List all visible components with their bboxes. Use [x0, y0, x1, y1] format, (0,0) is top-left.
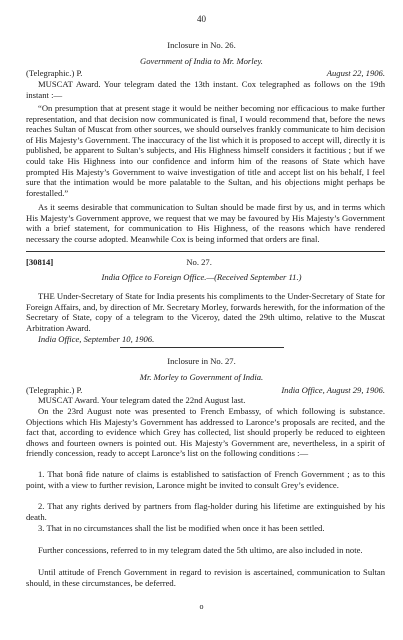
paragraph-under-secretary: THE Under-Secretary of State for India presents his compliments to the Under-Secretary of State for Foreign Affairs, and, by direction of Mr. Secretary Morley, forwards herewith, for the information of the Secretary of State, copy of a telegram to the Viceroy, dated the 29th ultimo, relative to the Muscat Arbitration Award. — [26, 291, 385, 333]
telegram-type-1: (Telegraphic.) P. — [26, 68, 83, 78]
telegram-type-2: (Telegraphic.) P. — [26, 385, 83, 395]
telegram-line-1 — [26, 68, 385, 79]
section-divider-2 — [120, 347, 284, 348]
paragraph-until-attitude: Until attitude of French Government in regard to revision is ascertained, communication to Sultan should, in these circumstances, be deferred. — [26, 567, 385, 588]
reference-number: [30814] — [26, 257, 54, 267]
quoted-telegram: “On presumption that at present stage it would be neither becoming nor efficacious to make further representation, and that decision now communicated is final, I would recommend that, before the news reaches Sultan of Muscat from other sources, we should ourselves frankly communicate to him decision of His Majesty’s Government. The inaccuracy of the list which it is proposed to accept will, directly it is published, be apparent to Sultan’s subjects, and His Highness himself considers it factitious ; but if we could take His Highness into our confidence and inform him of the reasons of State which have prompted His Majesty’s Government to waive investigation of title and accept list on his behalf, I feel sure that the intimation would be more palatable to the Sultan, and his objections might perhaps be forestalled.” — [26, 103, 385, 198]
inclosure-heading-26: Inclosure in No. 26. — [167, 40, 236, 50]
inclosure-heading-27: Inclosure in No. 27. — [167, 356, 236, 366]
paragraph-muscat-award-2: MUSCAT Award. Your telegram dated the 22nd August last. — [38, 395, 246, 405]
letter-heading-3: Mr. Morley to Government of India. — [139, 372, 264, 382]
office-date-line: India Office, September 10, 1906. — [38, 334, 155, 344]
document-number: No. 27. — [186, 257, 212, 267]
letter-heading-2: India Office to Foreign Office.—(Received September 11.) — [101, 272, 302, 282]
condition-2: 2. That any rights derived by partners from flag-holder during his lifetime are extinguished by his death. — [26, 501, 385, 522]
paragraph-muscat-award-1: MUSCAT Award. Your telegram dated the 13th instant. Cox telegraphed as follows on the 19th instant :— — [26, 79, 385, 100]
document-number-line — [26, 257, 385, 268]
condition-1: 1. That bonâ fide nature of claims is established to satisfaction of French Government ; as to this point, with a view to further revision, Laronce might be invited to consult Grey’s evidence. — [26, 469, 385, 490]
condition-3: 3. That in no circumstances shall the list be modified when once it has been settled. — [38, 523, 325, 533]
paragraph-french-embassy: On the 23rd August note was presented to French Embassy, of which following is substance. Objections which His Majesty’s Government has addressed to Laronce’s proposals are recited, and the fact that, according to evidence which Grey has collected, list should properly be reduced to eighteen dhows and fourteen owners is pointed out. His Majesty’s Government are, nevertheless, in a spirit of friendly concession, ready to accept Laronce’s list on the following conditions :— — [26, 406, 385, 459]
signature-mark: o — [199, 602, 204, 611]
telegram-date-2: India Office, August 29, 1906. — [281, 385, 385, 395]
page-number: 40 — [197, 14, 206, 24]
section-divider-1 — [26, 251, 385, 252]
paragraph-communication: As it seems desirable that communication to Sultan should be made first by us, and in terms which His Majesty’s Government approve, we request that we may be favoured by His Majesty’s Government with a brief statement, for communication to His Highness, of the reasons which have rendered necessary the course adopted. Meanwhile Cox is being informed that orders are final. — [26, 202, 385, 244]
telegram-line-2 — [26, 385, 385, 396]
telegram-date-1: August 22, 1906. — [326, 68, 385, 78]
letter-heading-1: Government of India to Mr. Morley. — [140, 56, 263, 66]
paragraph-further-concessions: Further concessions, referred to in my telegram dated the 5th ultimo, are also included in note. — [38, 545, 363, 555]
